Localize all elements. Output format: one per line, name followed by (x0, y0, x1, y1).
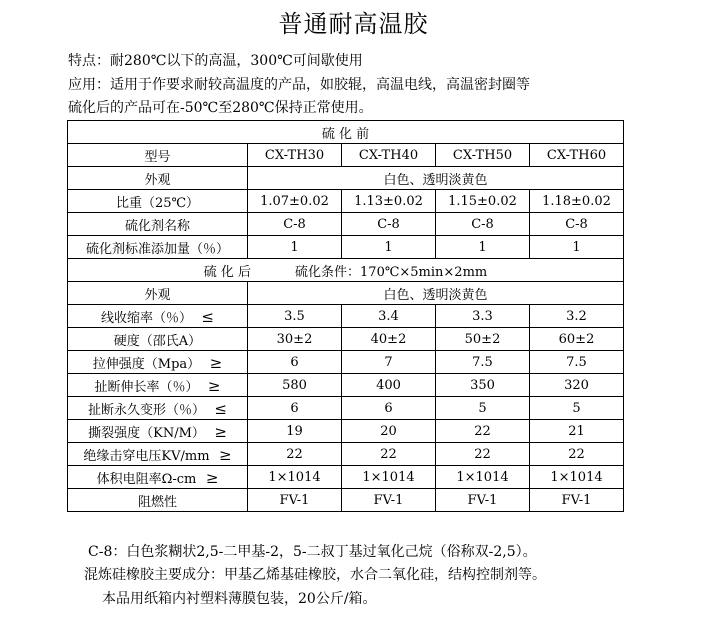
row-label: 阻燃性 (137, 494, 177, 510)
row-label: 线收缩率（％） (100, 310, 192, 326)
row-label: 绝缘击穿电压KV/mm (83, 448, 210, 464)
row-label-cell (68, 305, 248, 328)
table-row (68, 328, 624, 351)
appearance-after-value: 白色、透明淡黄色 (248, 282, 624, 305)
row-value: 21 (530, 420, 624, 443)
appearance-before-label: 外观 (68, 167, 248, 190)
row-value: 1 (342, 236, 436, 259)
row-value: 1.07±0.02 (248, 190, 342, 213)
section-before-row (68, 121, 624, 144)
limit-symbol: ≤ (201, 307, 214, 326)
model-name: CX-TH40 (342, 144, 436, 167)
row-value: 30±2 (248, 328, 342, 351)
row-value: 7 (342, 351, 436, 374)
appearance-after-label: 外观 (68, 282, 248, 305)
section-after-cell (68, 259, 624, 282)
row-value: 6 (342, 397, 436, 420)
row-value: 320 (530, 374, 624, 397)
row-label: 比重（25℃） (68, 190, 248, 213)
row-value: 1×1014 (342, 466, 436, 489)
section-before-label: 硫 化 前 (68, 121, 624, 144)
table-row (68, 213, 624, 236)
row-label: 体积电阻率Ω-cm (96, 471, 197, 487)
row-value: 20 (342, 420, 436, 443)
section-after-label: 硫 化 后 (203, 264, 252, 280)
row-value: FV-1 (342, 489, 436, 512)
row-value: FV-1 (248, 489, 342, 512)
row-value: 40±2 (342, 328, 436, 351)
row-value: 1.13±0.02 (342, 190, 436, 213)
row-value: 3.3 (436, 305, 530, 328)
row-value: 580 (248, 374, 342, 397)
model-name: CX-TH50 (436, 144, 530, 167)
row-value: 22 (342, 443, 436, 466)
note-c8: C-8：白色浆糊状2,5-二甲基-2，5-二叔丁基过氧化己烷（俗称双-2,5）。 (88, 544, 537, 560)
table-row (68, 190, 624, 213)
row-value: 22 (248, 443, 342, 466)
table-row (68, 420, 624, 443)
row-value: 1.18±0.02 (530, 190, 624, 213)
spec-table-body (68, 121, 624, 512)
row-label: 扯断永久变形（％） (87, 402, 205, 418)
table-row (68, 236, 624, 259)
row-value: 3.2 (530, 305, 624, 328)
row-value: 1×1014 (530, 466, 624, 489)
row-label-cell (68, 397, 248, 420)
row-value: FV-1 (530, 489, 624, 512)
row-label: 硫化剂名称 (68, 213, 248, 236)
note-packaging: 本品用纸箱内衬塑料薄膜包装，20公斤/箱。 (102, 591, 377, 607)
limit-symbol: ≥ (207, 376, 221, 395)
spec-table (67, 120, 624, 512)
intro-applications: 应用：适用于作要求耐较高温度的产品，如胶辊，高温电线，高温密封圈等 (68, 77, 530, 93)
row-value: 19 (248, 420, 342, 443)
row-value: 5 (530, 397, 624, 420)
row-value: 1 (436, 236, 530, 259)
table-row (68, 305, 624, 328)
limit-symbol: ≥ (205, 468, 219, 487)
limit-symbol: ≥ (209, 353, 223, 372)
row-label: 扯断伸长率（％） (94, 379, 199, 395)
row-value: 22 (436, 420, 530, 443)
row-value: 1×1014 (248, 466, 342, 489)
note-composition: 混炼硅橡胶主要成分：甲基乙烯基硅橡胶，水合二氧化硅，结构控制剂等。 (84, 567, 546, 583)
row-value: 3.4 (342, 305, 436, 328)
row-label: 硫化剂标准添加量（％） (68, 236, 248, 259)
row-value: FV-1 (436, 489, 530, 512)
row-value: 350 (436, 374, 530, 397)
row-value: 5 (436, 397, 530, 420)
row-label-cell (68, 443, 248, 466)
row-label-cell (68, 351, 248, 374)
row-label: 拉伸强度（Mpa） (92, 356, 201, 372)
row-value: 6 (248, 397, 342, 420)
row-value: C-8 (248, 213, 342, 236)
appearance-before-row (68, 167, 624, 190)
row-label-cell (68, 466, 248, 489)
row-value: 6 (248, 351, 342, 374)
row-label: 硬度（邵氏A） (113, 333, 202, 349)
row-value: 60±2 (530, 328, 624, 351)
row-value: 1 (248, 236, 342, 259)
row-value: 3.5 (248, 305, 342, 328)
appearance-before-value: 白色、透明淡黄色 (248, 167, 624, 190)
row-label-cell (68, 489, 248, 512)
intro-features: 特点：耐280℃以下的高温，300℃可间歇使用 (68, 53, 363, 69)
table-row (68, 443, 624, 466)
row-value: 1.15±0.02 (436, 190, 530, 213)
row-label: 撕裂强度（KN/M） (88, 425, 205, 441)
table-row (68, 351, 624, 374)
appearance-after-row (68, 282, 624, 305)
table-row (68, 489, 624, 512)
row-value: 50±2 (436, 328, 530, 351)
row-value: 1 (530, 236, 624, 259)
intro-temperature-range: 硫化后的产品可在-50℃至280℃保持正常使用。 (68, 100, 373, 116)
row-value: 1×1014 (436, 466, 530, 489)
limit-symbol: ≥ (218, 445, 232, 464)
model-header-label: 型号 (68, 144, 248, 167)
table-row (68, 397, 624, 420)
row-label-cell (68, 420, 248, 443)
row-value: 400 (342, 374, 436, 397)
model-name: CX-TH30 (248, 144, 342, 167)
model-header-row (68, 144, 624, 167)
row-value: 7.5 (436, 351, 530, 374)
row-value: C-8 (530, 213, 624, 236)
model-name: CX-TH60 (530, 144, 624, 167)
limit-symbol: ≥ (214, 422, 227, 441)
table-row (68, 374, 624, 397)
row-value: 7.5 (530, 351, 624, 374)
row-value: C-8 (436, 213, 530, 236)
limit-symbol: ≤ (214, 399, 227, 418)
row-label-cell (68, 328, 248, 351)
row-value: 22 (530, 443, 624, 466)
section-after-row (68, 259, 624, 282)
row-label-cell (68, 374, 248, 397)
cure-condition: 硫化条件：170℃×5min×2mm (295, 264, 488, 280)
page-title: 普通耐高温胶 (278, 10, 429, 38)
row-value: C-8 (342, 213, 436, 236)
row-value: 22 (436, 443, 530, 466)
table-row (68, 466, 624, 489)
